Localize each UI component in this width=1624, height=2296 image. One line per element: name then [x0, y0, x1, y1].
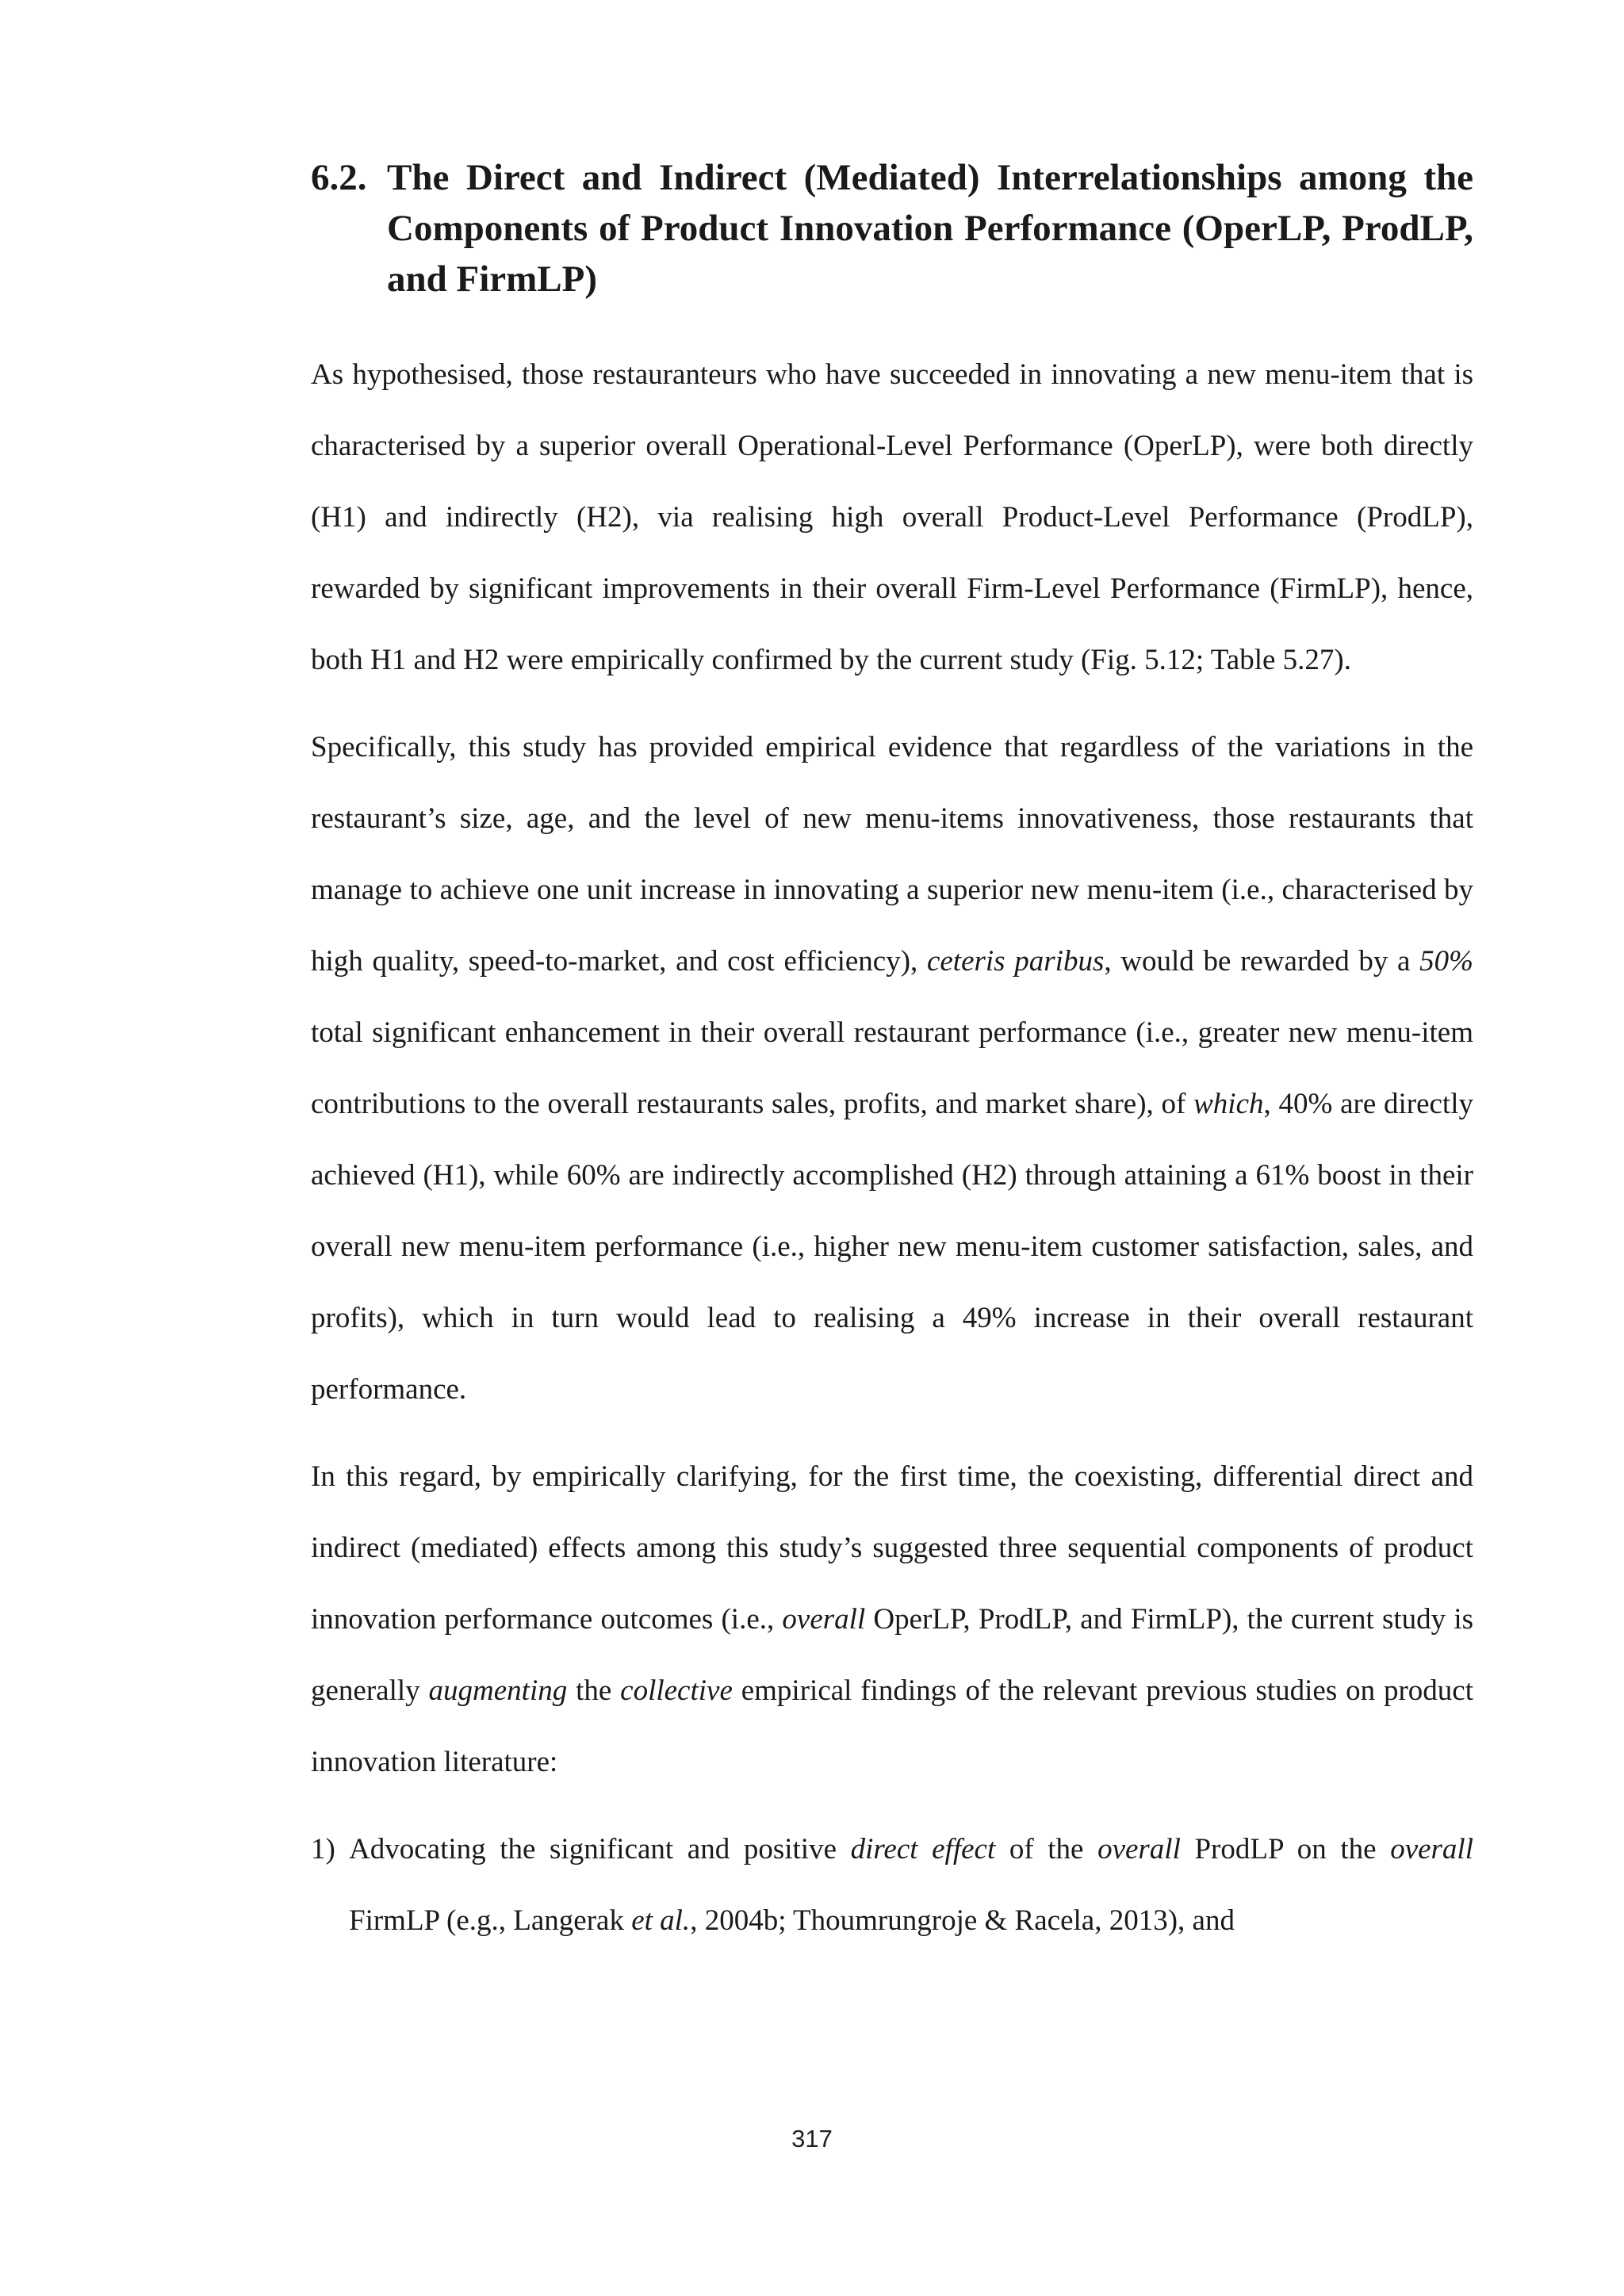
paragraph	[311, 1441, 1473, 1798]
italic-text: which	[1193, 1088, 1264, 1120]
text-run: ProdLP on the	[1180, 1833, 1391, 1866]
text-run: , would be rewarded by a	[1104, 945, 1420, 978]
numbered-list	[311, 1814, 1473, 1957]
page-number: 317	[791, 2125, 833, 2152]
page-body	[311, 152, 1473, 1957]
list-item	[311, 1814, 1473, 1957]
italic-text: direct effect	[850, 1833, 996, 1866]
section-heading	[311, 152, 1473, 304]
italic-text: overall	[782, 1603, 866, 1636]
text-run: the	[567, 1674, 621, 1707]
list-item-text	[349, 1814, 1473, 1957]
text-run: total significant enhancement in their overall restaurant performance (i.e., greater new menu-item contributions to the overall restaurants sales, profits, and market share), of	[311, 1016, 1473, 1120]
section-title: The Direct and Indirect (Mediated) Interrelationships among the Components of Product Innovation Performance (OperLP, ProdLP, and FirmLP)	[387, 157, 1473, 300]
italic-text: augmenting	[428, 1674, 568, 1707]
paragraph	[311, 339, 1473, 696]
italic-text: 50%	[1419, 945, 1473, 978]
section-number: 6.2.	[311, 157, 367, 198]
list-marker: 1)	[311, 1833, 335, 1866]
italic-text: overall	[1097, 1833, 1181, 1866]
text-run: OperLP, ProdLP, and FirmLP), the current study is generally	[311, 1603, 1473, 1707]
text-run: of the	[995, 1833, 1098, 1866]
italic-text: et al.	[631, 1904, 691, 1937]
italic-text: ceteris paribus	[926, 945, 1105, 978]
text-run: , 40% are directly achieved (H1), while 60% are indirectly accomplished (H2) through attaining a 61% boost in their overall new menu-item performance (i.e., higher new menu-item customer satisfaction, sales, and profits), which in turn would lead to realising a 49% increase in their overall restaurant performance.	[311, 1088, 1473, 1406]
paragraph	[311, 712, 1473, 1425]
text-run: FirmLP (e.g., Langerak	[349, 1904, 632, 1937]
text-run: Specifically, this study has provided empirical evidence that regardless of the variations in the restaurant’s size, age, and the level of new menu-items innovativeness, those restaurants that manage to achieve one unit increase in innovating a superior new menu-item (i.e., characterised by high quality, speed-to-market, and cost efficiency),	[311, 731, 1473, 978]
italic-text: collective	[620, 1674, 733, 1707]
text-run: As hypothesised, those restauranteurs who have succeeded in innovating a new menu-item that is characterised by a superior overall Operational-Level Performance (OperLP), were both directly (H1) and indirectly (H2), via realising high overall Product-Level Performance (ProdLP), rewarded by significant improvements in their overall Firm-Level Performance (FirmLP), hence, both H1 and H2 were empirically confirmed by the current study (Fig. 5.12; Table 5.27).	[311, 358, 1473, 676]
text-run: empirical findings of the relevant previous studies on product innovation literature:	[311, 1674, 1473, 1778]
italic-text: overall	[1390, 1833, 1473, 1866]
text-run: Advocating the significant and positive	[349, 1833, 851, 1866]
text-run: In this regard, by empirically clarifying, for the first time, the coexisting, differential direct and indirect (mediated) effects among this study’s suggested three sequential components of product innovation performance outcomes (i.e.,	[311, 1460, 1473, 1636]
text-run: , 2004b; Thoumrungroje & Racela, 2013), and	[690, 1904, 1235, 1937]
